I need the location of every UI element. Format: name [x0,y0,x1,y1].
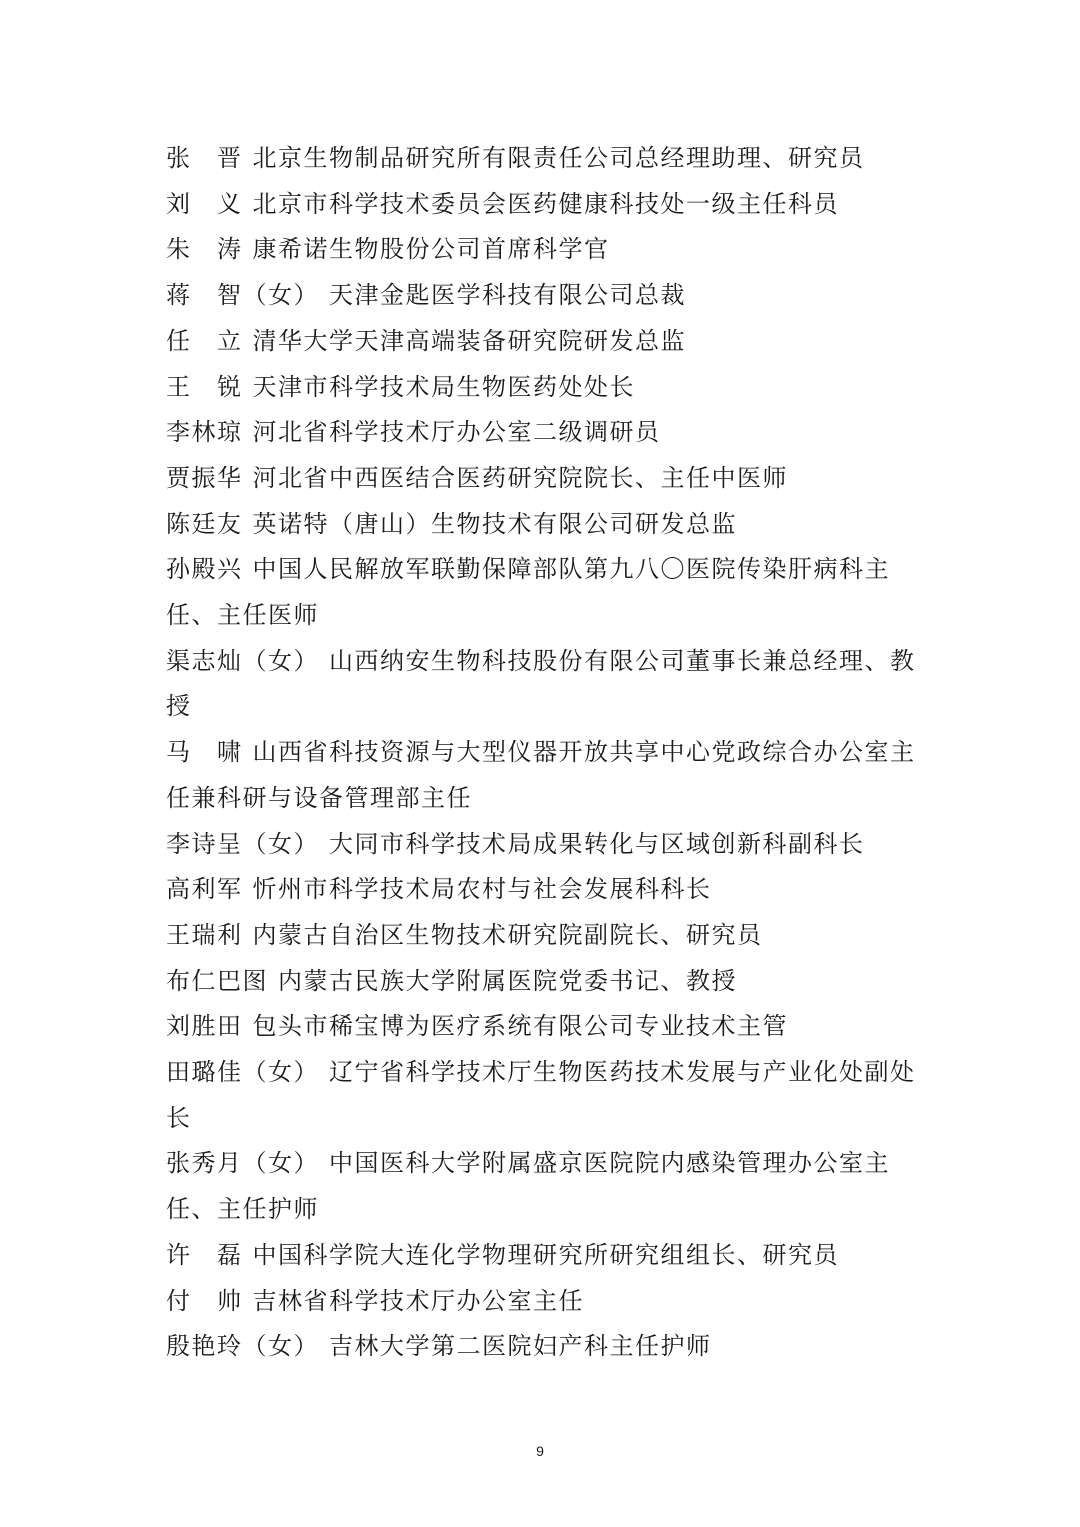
list-item [166,1324,926,1370]
list-item [166,639,926,730]
person-name: 孙殿兴 [166,555,243,584]
person-name: 许 磊 [166,1240,243,1269]
person-name: 朱 涛 [166,235,243,264]
list-item [166,365,926,411]
person-name: 马 啸 [166,738,243,767]
list-item [166,730,926,821]
person-title: 中国科学院大连化学物理研究所研究组组长、研究员 [252,1240,839,1269]
person-title: 山西纳安生物科技股份有限公司董事长兼总经理、教授 [166,646,916,721]
list-item [166,1004,926,1050]
list-item [166,867,926,913]
list-item [166,1050,926,1141]
person-name: 任 立 [166,326,243,355]
person-name: 刘 义 [166,189,243,218]
person-name: 张秀月（女） [166,1149,319,1178]
person-title: 北京市科学技术委员会医药健康科技处一级主任科员 [252,189,839,218]
person-title: 包头市稀宝博为医疗系统有限公司专业技术主管 [252,1012,788,1041]
person-name: 李诗呈（女） [166,829,319,858]
person-name: 李林琼 [166,418,243,447]
list-item [166,182,926,228]
list-item [166,822,926,868]
person-title: 天津市科学技术局生物医药处处长 [252,372,635,401]
person-title: 北京生物制品研究所有限责任公司总经理助理、研究员 [252,144,865,172]
person-title: 英诺特（唐山）生物技术有限公司研发总监 [252,509,737,538]
person-title: 中国人民解放军联勤保障部队第九八〇医院传染肝病科主任、主任医师 [166,555,890,630]
list-item [166,913,926,959]
person-name: 刘胜田 [166,1012,243,1041]
list-item [166,456,926,502]
list-item [166,1233,926,1279]
list-item [166,136,926,182]
person-title: 吉林省科学技术厅办公室主任 [252,1286,584,1315]
person-title: 辽宁省科学技术厅生物医药技术发展与产业化处副处长 [166,1058,916,1132]
list-item [166,227,926,273]
person-name: 田璐佳（女） [166,1058,319,1087]
list-item [166,273,926,319]
person-name: 张 晋 [166,144,243,172]
person-name: 渠志灿（女） [166,646,319,675]
person-title: 内蒙古自治区生物技术研究院副院长、研究员 [252,920,763,949]
list-item [166,959,926,1005]
personnel-list [166,136,926,1370]
person-title: 河北省中西医结合医药研究院院长、主任中医师 [252,463,788,492]
person-title: 河北省科学技术厅办公室二级调研员 [252,418,661,447]
list-item [166,410,926,456]
list-item [166,319,926,365]
person-name: 付 帅 [166,1286,243,1315]
person-name: 高利军 [166,875,243,904]
person-title: 山西省科技资源与大型仪器开放共享中心党政综合办公室主任兼科研与设备管理部主任 [166,738,916,812]
person-title: 天津金匙医学科技有限公司总裁 [329,281,686,310]
person-name: 殷艳玲（女） [166,1332,319,1361]
person-title: 吉林大学第二医院妇产科主任护师 [329,1332,712,1361]
person-title: 清华大学天津高端装备研究院研发总监 [252,326,686,355]
person-title: 内蒙古民族大学附属医院党委书记、教授 [278,966,737,995]
person-title: 忻州市科学技术局农村与社会发展科科长 [252,875,712,904]
person-name: 贾振华 [166,463,243,492]
person-name: 陈廷友 [166,509,243,538]
list-item [166,547,926,638]
person-name: 蒋 智（女） [166,281,319,310]
person-title: 大同市科学技术局成果转化与区域创新科副科长 [329,829,865,858]
list-item [166,1279,926,1325]
list-item [166,1141,926,1232]
person-title: 康希诺生物股份公司首席科学官 [252,235,610,264]
list-item [166,502,926,548]
person-name: 王 锐 [166,372,243,401]
person-title: 中国医科大学附属盛京医院院内感染管理办公室主任、主任护师 [166,1149,890,1224]
person-name: 布仁巴图 [166,966,268,995]
person-name: 王瑞利 [166,920,243,949]
page-number: 9 [536,1443,544,1459]
